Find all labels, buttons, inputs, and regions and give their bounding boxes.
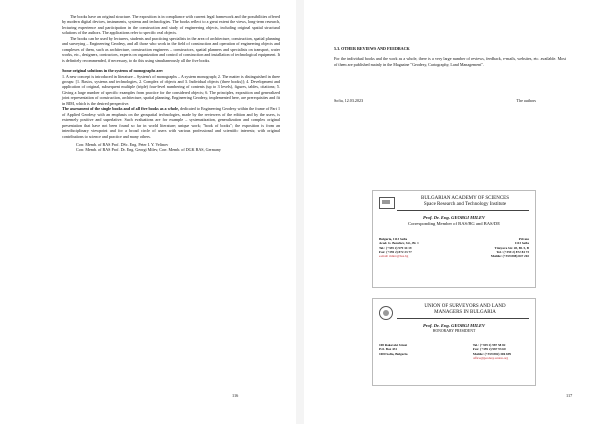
card1-org-line1: BULGARIAN ACADEMY OF SCIENCES <box>420 196 510 201</box>
assessment-lead: The assessment of the single books and of all five books as a whole, <box>62 106 179 112</box>
signature-velinov: Corr. Memb. of BAS Prof. DSc. Eng. Peter I. Y. Velinov <box>76 141 169 147</box>
bas-logo-icon <box>379 197 395 209</box>
assessment-paragraph <box>62 106 280 139</box>
card2-email[interactable]: office@geodesy-union.org <box>472 355 509 360</box>
card2-addr-l1: 108 Rakovski Street <box>379 343 408 347</box>
card2-org-line1: UNION OF SURVEYORS AND LAND <box>424 304 506 309</box>
card1-name: Prof. Dr. Eng. GEORGI MILEV <box>423 215 485 220</box>
page-number-right: 117 <box>566 393 573 398</box>
card1-addr-r1: Private <box>518 237 529 241</box>
business-card-bas <box>372 190 536 288</box>
solutions-list: 1. A new concept is introduced in literature – System's of monographs – A system monograph; 2. The matter is distinguished in three groups: [1. Basics, systems and technologies, 2. Complex of objects and 3. Individual objects (three books)]; 4. Development and application of original, subsequent multiple (triple) four-level numbering of contents (up to 3 levels), figures, tables, citations; 5. Giving a large number of specific examples from practice for the considered objects; 6. The principles, exposition and generalized joint representation of construction, architecture, spatial planning, Engineering Geodesy, implemented here, are prerequisites and fit in BIM, which is the desired perspective. <box>62 73 280 106</box>
reviews-paragraph: For the individual books and the work as a whole, there is a very large number of reviews, feedback, e-mails, websites, etc. available. Most of them are published mainly in the Magazine "Geodesy, Cartography, Land Management". <box>334 56 566 67</box>
signature-milev: Corr. Memb. of BAS Prof. Dr. Eng. Georgi Milev, Corr. Memb. of DGK BAS, Germany <box>76 147 221 153</box>
card2-org-line2: MANAGERS IN BULGARIA <box>434 310 496 315</box>
section-title: 5.3. OTHER REVIEWS AND FEEDBACK <box>334 46 410 51</box>
assessment-rest: dedicated to Engineering Geodesy within the frame of Part 1 of Applied Geodesy with an emphasis on the geospatial technologies, made by the reviewers of the edition and by the users, is extremely positive and superlative. Such evaluations are for example – systematization, generalization and complex original presentation that have not been found so far in world literature; unique work; "book of books"; the exposition is from an interdisciplinary viewpoint and for a broad circle of users with various professional and scientific interests; with original contributions to science and practice and many others. <box>62 106 280 139</box>
card1-addr-l1: Bulgaria, 1113 Sofia <box>379 237 408 241</box>
card2-addr-r3: Mobile: (+359 882) 306 699 <box>472 351 511 356</box>
card1-addr-l4: Fax: (+359 2) 872 23 77 <box>379 249 412 254</box>
date-line: Sofia, 12.03.2023 <box>334 98 364 103</box>
card1-addr-r2: 1113 Sofia <box>514 241 529 246</box>
card2-addr-l3: 1000 Sofia, Bulgaria <box>379 351 408 356</box>
paragraph-audience: The books can be used by lecturers, students and practicing specialists in the area of architecture, construction, spatial planning and surveying – Engineering Geodesy, and all those who work in the field of construction and operation of engineering objects and complexes of them, such as architecture, construction engineers – constructors, spatial planners and specialists on transport, water works, etc., designers, contractors, experts on organization and control of construction and installation of technological equipment. It is definitely recommended, if necessary, to do this using simultaneously all the five books. <box>62 35 280 63</box>
card1-addr-r3: Tintyava Str. 28, Bl. 5, B <box>494 245 529 250</box>
card2-address-right <box>473 343 511 360</box>
card1-rule <box>397 210 529 211</box>
business-card-union <box>372 298 536 386</box>
card1-org-line2: Space Research and Technology Institute <box>423 202 507 207</box>
card1-addr-l3: Tel.: (+359 2) 979 34 19 <box>379 245 412 250</box>
card2-address-left <box>379 343 407 356</box>
card2-rule <box>397 318 529 319</box>
card1-title: Corresponding Member of BAS/BG and BAS/DE <box>408 221 500 226</box>
right-page-body <box>334 46 566 67</box>
card1-address-right <box>491 237 529 258</box>
card1-addr-r4: Tel.: (+359 2) 872 84 73 <box>496 249 529 254</box>
left-page-body <box>62 14 280 153</box>
solutions-heading: Some original solutions in the systems of monographs are: <box>62 68 164 74</box>
left-page <box>0 0 296 424</box>
card2-addr-l2: P.O. Box 431 <box>379 347 398 352</box>
authors-line: The authors <box>516 98 536 103</box>
card1-email[interactable]: e-mail: milev@bas.bg <box>379 254 409 259</box>
page-number-left: 116 <box>232 393 239 398</box>
card1-address-left <box>379 237 419 258</box>
card2-name: Prof. Dr. Eng. GEORGI MILEV <box>423 323 485 328</box>
card1-addr-l2: Acad. G. Bonchev, Str., Bl. 1 <box>379 241 419 246</box>
union-logo-icon <box>379 306 393 320</box>
card2-title: HONORARY PRESIDENT <box>432 329 476 333</box>
card2-addr-r1: Tel.: (+359 2) 987 58 82 <box>472 343 506 347</box>
card1-addr-r5: Mobile: (+359 888) 847 202 <box>490 254 529 259</box>
book-gutter <box>296 0 304 424</box>
paragraph-structure: The books have an original structure. The exposition is in compliance with current legal framework and the possibilities offered by modern digital devices, instruments, systems and technologies. The books reflect to a great extent the views, long-term research, lecturing experience and participation in the construction and study of engineering objects, including original spatial structural solutions of the authors. The applications refer to specific real objects. <box>62 14 280 36</box>
card2-addr-r2: Fax: (+359 2) 987 93 60 <box>472 347 506 352</box>
